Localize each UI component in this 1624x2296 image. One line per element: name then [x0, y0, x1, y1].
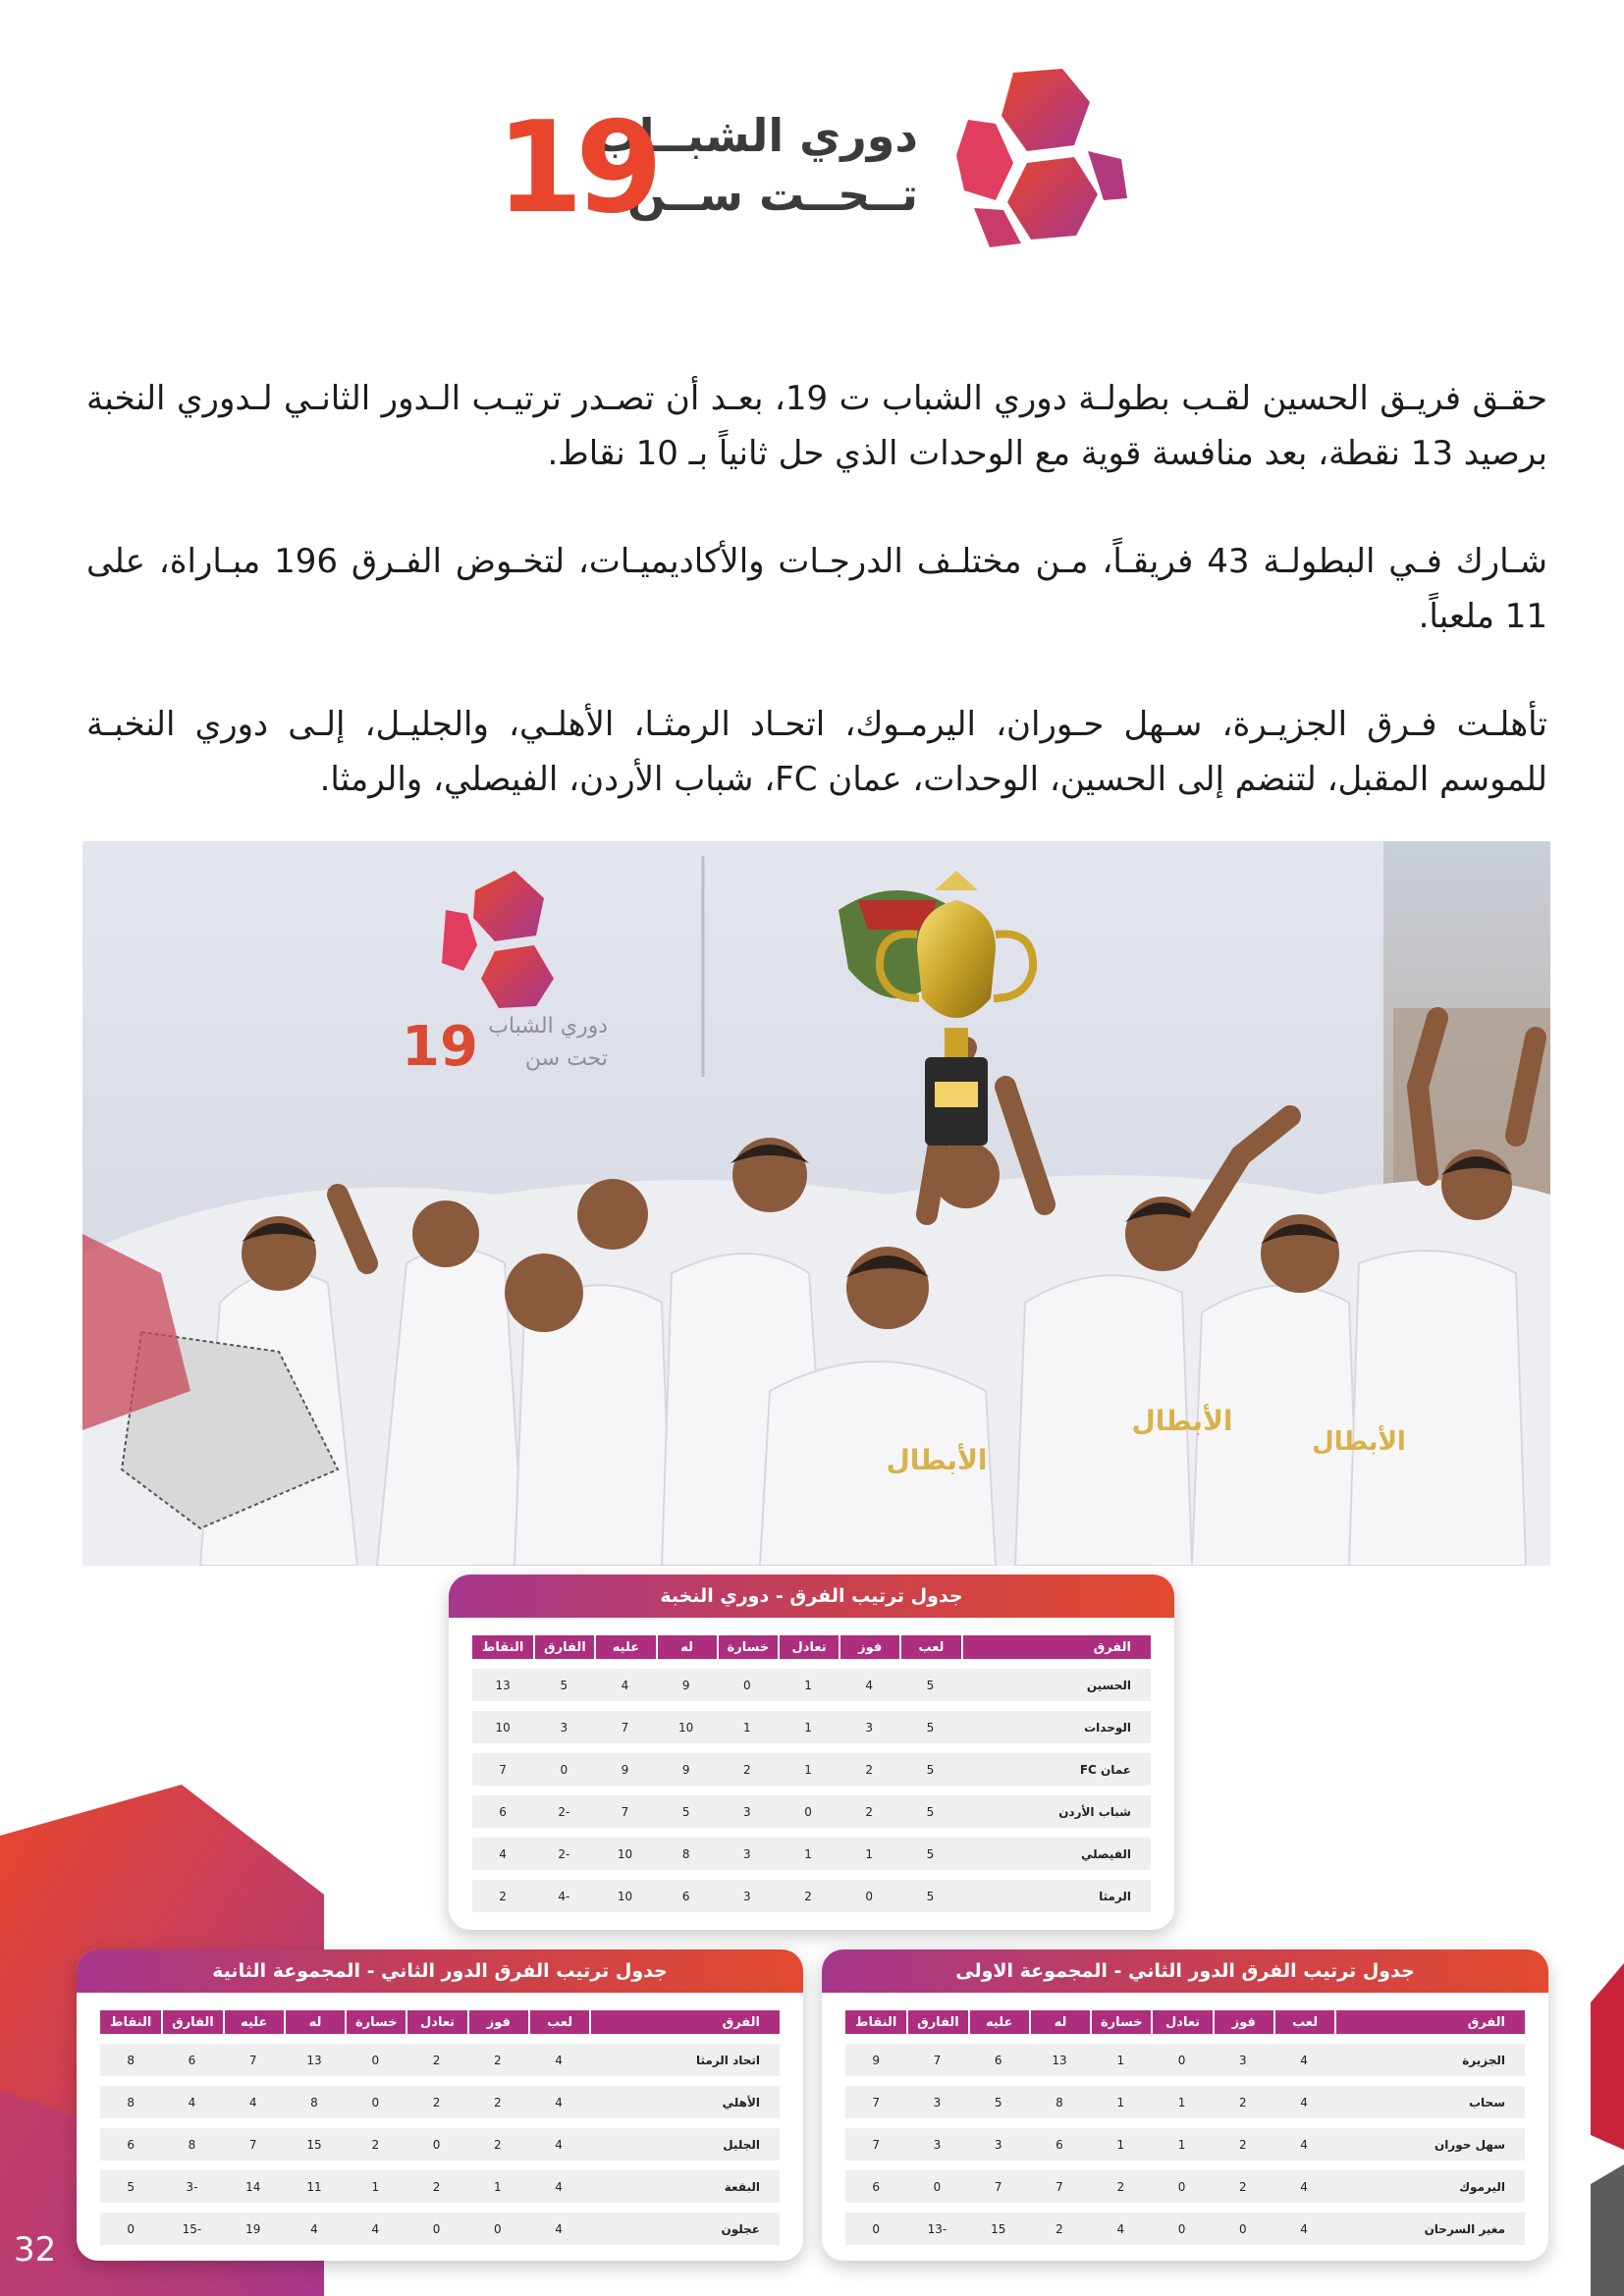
- table-cell: 4: [472, 1838, 533, 1870]
- table-cell: 6: [845, 2170, 906, 2203]
- table-cell: 2: [406, 2086, 466, 2118]
- table-cell: 1: [839, 1838, 899, 1870]
- shirt-text: الأبطال: [1131, 1405, 1233, 1437]
- league-title-line2: تــحــت ســن: [626, 168, 918, 221]
- column-header: تعادل: [1151, 2010, 1212, 2034]
- team-name: شباب الأردن: [961, 1795, 1151, 1828]
- table-cell: 2: [1213, 2086, 1273, 2118]
- elite-league-standings-table: [449, 1575, 1174, 1930]
- table-cell: 4: [1273, 2086, 1334, 2118]
- table-title: جدول ترتيب الفرق الدور الثاني - المجموعة الثانية: [77, 1949, 803, 1993]
- team-name: الحسين: [961, 1669, 1151, 1701]
- table-row: [100, 2128, 780, 2161]
- table-cell: 2: [839, 1795, 899, 1828]
- table-cell: 13: [472, 1669, 533, 1701]
- table-cell: 0: [1151, 2044, 1212, 2076]
- column-header: تعادل: [406, 2010, 466, 2034]
- table-cell: 6: [1029, 2128, 1090, 2161]
- column-header: الفرق: [961, 1635, 1151, 1659]
- table-cell: 1: [345, 2170, 406, 2203]
- table-row: [472, 1669, 1151, 1701]
- table-cell: 10: [472, 1711, 533, 1743]
- table-row: [472, 1838, 1151, 1870]
- table-cell: -15: [161, 2213, 222, 2245]
- team-name: مغير السرحان: [1334, 2213, 1525, 2245]
- table-cell: 6: [968, 2044, 1029, 2076]
- table-cell: 4: [528, 2128, 589, 2161]
- table-cell: 7: [906, 2044, 967, 2076]
- table-row: [100, 2086, 780, 2118]
- table-cell: 0: [467, 2213, 528, 2245]
- table-row: [100, 2170, 780, 2203]
- column-header: فوز: [467, 2010, 528, 2034]
- table-title: جدول ترتيب الفرق - دوري النخبة: [449, 1575, 1174, 1618]
- table-cell: 0: [1151, 2170, 1212, 2203]
- table-cell: 2: [467, 2044, 528, 2076]
- column-header: لعب: [899, 1635, 960, 1659]
- table-cell: 2: [778, 1880, 839, 1912]
- table-cell: 6: [472, 1795, 533, 1828]
- table-cell: 7: [968, 2170, 1029, 2203]
- team-name: عجلون: [589, 2213, 780, 2245]
- table-cell: 3: [906, 2128, 967, 2161]
- league-logo-icon: [945, 61, 1141, 257]
- table-header-row: [100, 2010, 780, 2034]
- table-cell: 4: [528, 2044, 589, 2076]
- table-cell: 7: [472, 1753, 533, 1786]
- table-cell: 8: [284, 2086, 345, 2118]
- table-cell: 1: [1090, 2086, 1151, 2118]
- backdrop-line1: دوري الشباب: [488, 1014, 608, 1039]
- table-cell: 4: [528, 2086, 589, 2118]
- column-header: له: [1029, 2010, 1090, 2034]
- table-cell: 1: [1090, 2128, 1151, 2161]
- table-cell: 8: [100, 2044, 161, 2076]
- table-cell: 1: [1151, 2128, 1212, 2161]
- table-cell: 7: [845, 2086, 906, 2118]
- table-cell: 5: [899, 1880, 960, 1912]
- column-header: لعب: [1273, 2010, 1334, 2034]
- table-cell: 4: [528, 2170, 589, 2203]
- table-cell: 6: [161, 2044, 222, 2076]
- table-cell: 14: [223, 2170, 284, 2203]
- column-header: خسارة: [1090, 2010, 1151, 2034]
- table-cell: 0: [717, 1669, 778, 1701]
- table-cell: 1: [778, 1838, 839, 1870]
- table-cell: 1: [717, 1711, 778, 1743]
- team-name: البقعة: [589, 2170, 780, 2203]
- table-cell: 5: [899, 1711, 960, 1743]
- column-header: له: [656, 1635, 717, 1659]
- table-cell: 4: [223, 2086, 284, 2118]
- table-cell: 4: [345, 2213, 406, 2245]
- table-cell: 3: [1213, 2044, 1273, 2076]
- table-cell: 9: [656, 1753, 717, 1786]
- table-cell: 5: [899, 1669, 960, 1701]
- backdrop-line2: تحت سن: [524, 1046, 608, 1071]
- group-two-standings-table: [77, 1949, 803, 2261]
- table-cell: 5: [533, 1669, 594, 1701]
- article-paragraph: حقـق فريـق الحسين لقـب بطولـة دوري الشباب ت 19، بعـد أن تصـدر ترتيـب الـدور الثانـي لـدوري النخبة برصيد 13 نقطة، بعد منافسة قوية مع الوحدات الذي حل ثانياً بـ 10 نقاط.: [86, 379, 1548, 473]
- table-cell: 7: [594, 1711, 655, 1743]
- table-cell: 0: [1151, 2213, 1212, 2245]
- table-cell: 1: [778, 1753, 839, 1786]
- table-cell: 8: [656, 1838, 717, 1870]
- table-cell: 0: [533, 1753, 594, 1786]
- table-cell: 4: [1273, 2170, 1334, 2203]
- column-header: عليه: [968, 2010, 1029, 2034]
- table-cell: 1: [1151, 2086, 1212, 2118]
- table-cell: 4: [1090, 2213, 1151, 2245]
- column-header: خسارة: [345, 2010, 406, 2034]
- table-header-row: [472, 1635, 1151, 1659]
- table-cell: 3: [717, 1880, 778, 1912]
- table-cell: 0: [345, 2044, 406, 2076]
- column-header: فوز: [1213, 2010, 1273, 2034]
- column-header: النقاط: [100, 2010, 161, 2034]
- table-cell: 2: [467, 2128, 528, 2161]
- table-row: [845, 2213, 1525, 2245]
- table-cell: 1: [1090, 2044, 1151, 2076]
- table-cell: 6: [100, 2128, 161, 2161]
- table-cell: 5: [968, 2086, 1029, 2118]
- table-row: [472, 1711, 1151, 1743]
- table-row: [100, 2044, 780, 2076]
- table-cell: 1: [778, 1711, 839, 1743]
- team-name: الفيصلي: [961, 1838, 1151, 1870]
- table-cell: 5: [100, 2170, 161, 2203]
- table-cell: 7: [223, 2128, 284, 2161]
- table-row: [472, 1795, 1151, 1828]
- table-cell: 15: [968, 2213, 1029, 2245]
- team-name: سهل حوران: [1334, 2128, 1525, 2161]
- table-cell: 0: [1213, 2213, 1273, 2245]
- team-name: الرمثا: [961, 1880, 1151, 1912]
- table-cell: 3: [839, 1711, 899, 1743]
- table-cell: 5: [656, 1795, 717, 1828]
- table-cell: 4: [528, 2213, 589, 2245]
- table-cell: 4: [161, 2086, 222, 2118]
- column-header: تعادل: [778, 1635, 839, 1659]
- column-header: الفارق: [533, 1635, 594, 1659]
- column-header: النقاط: [472, 1635, 533, 1659]
- table-cell: 0: [778, 1795, 839, 1828]
- backdrop-number: 19: [402, 1015, 478, 1079]
- team-name: الجزيرة: [1334, 2044, 1525, 2076]
- table-cell: 9: [656, 1669, 717, 1701]
- table-cell: 9: [594, 1753, 655, 1786]
- table-cell: 0: [100, 2213, 161, 2245]
- column-header: فوز: [839, 1635, 899, 1659]
- column-header: عليه: [223, 2010, 284, 2034]
- table-cell: 2: [717, 1753, 778, 1786]
- article-paragraph: تأهلـت فـرق الجزيـرة، سـهل حـوران، اليرمـوك، اتحـاد الرمثـا، الأهلـي، والجليـل، إلـى دوري النخبـة للموسم المقبل، لتنضم إلى الحسين، الوحدات، عمان FC، شباب الأردن، الفيصلي، والرمثا.: [86, 705, 1547, 799]
- column-header: لعب: [528, 2010, 589, 2034]
- table-cell: 8: [1029, 2086, 1090, 2118]
- shirt-text: الأبطال: [886, 1444, 988, 1476]
- table-cell: 4: [1273, 2128, 1334, 2161]
- table-cell: 6: [656, 1880, 717, 1912]
- table-header-row: [845, 2010, 1525, 2034]
- trophy-celebration-photo: [82, 841, 1550, 1566]
- team-name: الوحدات: [961, 1711, 1151, 1743]
- table-cell: 13: [284, 2044, 345, 2076]
- table-cell: 0: [406, 2213, 466, 2245]
- column-header: الفرق: [1334, 2010, 1525, 2034]
- table-cell: 2: [345, 2128, 406, 2161]
- table-cell: 2: [839, 1753, 899, 1786]
- table-cell: 7: [594, 1795, 655, 1828]
- table-cell: 10: [594, 1838, 655, 1870]
- column-header: له: [284, 2010, 345, 2034]
- column-header: خسارة: [717, 1635, 778, 1659]
- table-cell: 5: [899, 1838, 960, 1870]
- table-cell: 3: [717, 1795, 778, 1828]
- table-cell: 10: [594, 1880, 655, 1912]
- table-cell: 19: [223, 2213, 284, 2245]
- table-cell: 3: [717, 1838, 778, 1870]
- column-header: الفارق: [161, 2010, 222, 2034]
- table-cell: 0: [406, 2128, 466, 2161]
- right-decoration-shape: [1571, 1963, 1624, 2296]
- table-cell: 8: [161, 2128, 222, 2161]
- table-cell: 8: [100, 2086, 161, 2118]
- team-name: عمان FC: [961, 1753, 1151, 1786]
- page-number: 32: [14, 2230, 57, 2269]
- article-body: [86, 371, 1547, 860]
- table-cell: 13: [1029, 2044, 1090, 2076]
- column-header: الفرق: [589, 2010, 780, 2034]
- table-cell: -3: [161, 2170, 222, 2203]
- table-cell: 2: [1029, 2213, 1090, 2245]
- table-row: [845, 2086, 1525, 2118]
- league-title-line1: دوري الشبــاب: [593, 109, 918, 162]
- table-cell: 4: [594, 1669, 655, 1701]
- table-title: جدول ترتيب الفرق الدور الثاني - المجموعة الاولى: [822, 1949, 1548, 1993]
- table-cell: 5: [899, 1753, 960, 1786]
- column-header: النقاط: [845, 2010, 906, 2034]
- table-cell: 2: [1090, 2170, 1151, 2203]
- table-cell: 5: [899, 1795, 960, 1828]
- table-cell: 3: [533, 1711, 594, 1743]
- table-cell: 4: [1273, 2213, 1334, 2245]
- table-cell: 11: [284, 2170, 345, 2203]
- table-cell: -13: [906, 2213, 967, 2245]
- league-title-number: 19: [496, 95, 656, 241]
- league-title: [496, 95, 928, 241]
- table-cell: 3: [906, 2086, 967, 2118]
- table-cell: 2: [467, 2086, 528, 2118]
- team-name: الجليل: [589, 2128, 780, 2161]
- table-row: [472, 1880, 1151, 1912]
- table-row: [845, 2128, 1525, 2161]
- shirt-text: الأبطال: [1312, 1427, 1406, 1457]
- table-cell: 4: [284, 2213, 345, 2245]
- table-cell: 4: [839, 1669, 899, 1701]
- table-cell: 7: [845, 2128, 906, 2161]
- table-cell: 2: [1213, 2128, 1273, 2161]
- table-cell: 2: [406, 2044, 466, 2076]
- table-row: [845, 2044, 1525, 2076]
- table-cell: 4: [1273, 2044, 1334, 2076]
- group-one-standings-table: [822, 1949, 1548, 2261]
- table-cell: 0: [345, 2086, 406, 2118]
- table-cell: 0: [839, 1880, 899, 1912]
- article-paragraph: شـارك فـي البطولـة 43 فريقـاً، مـن مختلـف الدرجـات والأكاديميـات، لتخـوض الفـرق 196 مبـاراة، على 11 ملعباً.: [86, 542, 1547, 636]
- table-cell: 15: [284, 2128, 345, 2161]
- table-cell: 9: [845, 2044, 906, 2076]
- table-cell: 2: [406, 2170, 466, 2203]
- team-name: سحاب: [1334, 2086, 1525, 2118]
- table-cell: 1: [467, 2170, 528, 2203]
- table-cell: -2: [533, 1838, 594, 1870]
- table-cell: 0: [906, 2170, 967, 2203]
- table-cell: 3: [968, 2128, 1029, 2161]
- table-cell: 2: [1213, 2170, 1273, 2203]
- table-cell: 2: [472, 1880, 533, 1912]
- column-header: عليه: [594, 1635, 655, 1659]
- table-row: [100, 2213, 780, 2245]
- team-name: اتحاد الرمثا: [589, 2044, 780, 2076]
- team-name: الأهلي: [589, 2086, 780, 2118]
- table-row: [845, 2170, 1525, 2203]
- table-cell: 1: [778, 1669, 839, 1701]
- table-cell: -4: [533, 1880, 594, 1912]
- table-row: [472, 1753, 1151, 1786]
- column-header: الفارق: [906, 2010, 967, 2034]
- table-cell: 0: [845, 2213, 906, 2245]
- team-name: اليرموك: [1334, 2170, 1525, 2203]
- table-cell: 7: [1029, 2170, 1090, 2203]
- table-cell: -2: [533, 1795, 594, 1828]
- table-cell: 10: [656, 1711, 717, 1743]
- table-cell: 7: [223, 2044, 284, 2076]
